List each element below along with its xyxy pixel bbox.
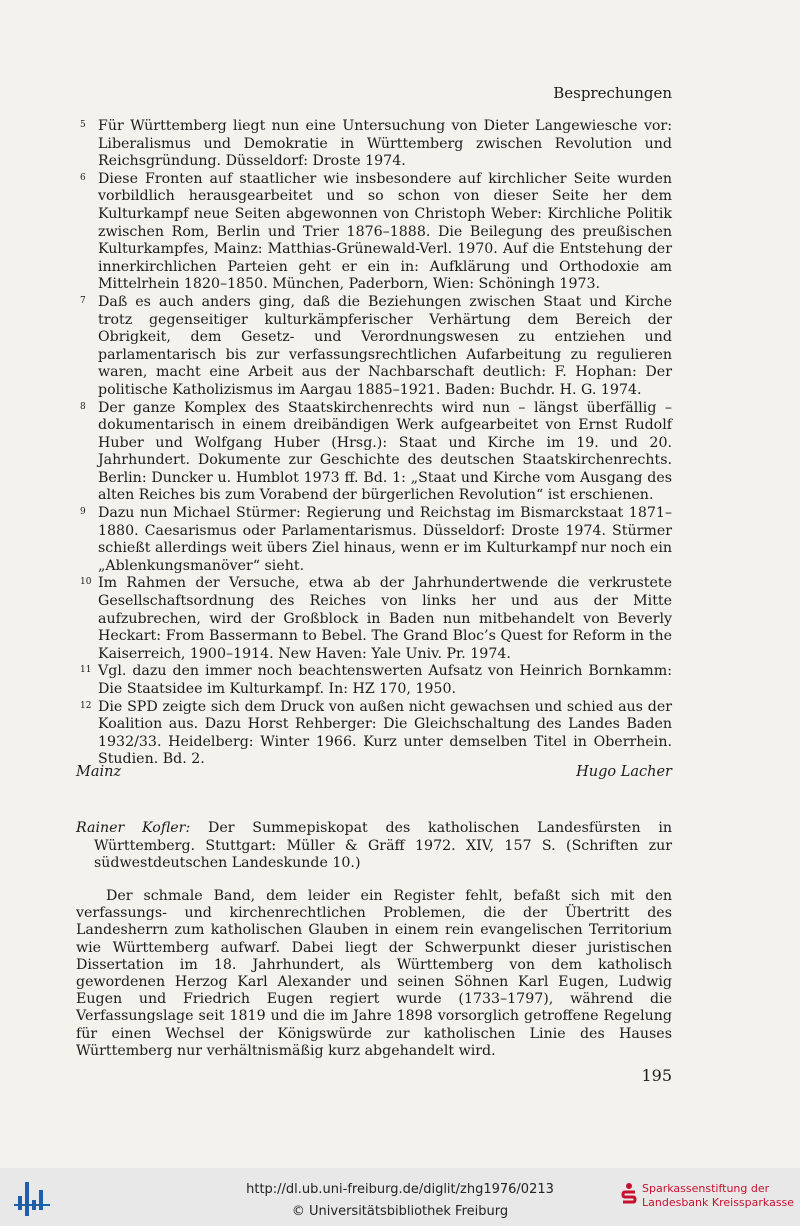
review-body: Der schmale Band, dem leider ein Register fehlt, befaßt sich mit den verfassungs- und kirchenrechtlichen Problemen, die der Übertritt des Landesherrn zum katholischen Glauben in einem rein evangelischen Territorium wie Württemberg aufwarf. Dabei liegt der Schwerpunkt dieser juristischen Dissertation im 18. Jahrhundert, als Württemberg von dem katholisch gewordenen Herzog Karl Alexander und seinen Söhnen Karl Eugen, Ludwig Eugen und Friedrich Eugen regiert wurde (1733–1797), während die Verfassungslage seit 1819 und die im Jahre 1898 vorsorglich getroffene Regelung für einen Wechsel der Königswürde zur katholischen Linie des Hauses Württemberg nur verhältnismäßig kurz abgehandelt wird.	[76, 888, 672, 1059]
footnote-text: Daß es auch anders ging, daß die Beziehungen zwischen Staat und Kirche trotz gegenseitiger kulturkämpferischer Verhärtung dem Bereich der Obrigkeit, dem Gesetz- und Verordnungswesen zu entziehen und parlamentarisch bis zur verfassungsrechtlichen Aufarbeitung zu regulieren waren, macht eine Arbeit aus der Nachbarschaft deutlich: F. Hophan: Der politische Katholizismus im Aargau 1885–1921. Baden: Buchdr. H. G. 1974.	[98, 293, 672, 398]
footnote-number: 11	[80, 665, 92, 676]
footnote	[76, 118, 672, 171]
sponsor-logo	[620, 1182, 794, 1212]
footnote-text: Der ganze Komplex des Staatskirchenrechts wird nun – längst überfällig – dokumentarisch in einem dreibändigen Werk aufgearbeitet von Ernst Rudolf Huber und Wolfgang Huber (Hrsg.): Staat und Kirche im 19. und 20. Jahrhundert. Dokumente zur Geschichte des deutschen Staatskirchenrechts. Berlin: Duncker u. Humblot 1973 ff. Bd. 1: „Staat und Kirche vom Ausgang des alten Reiches bis zum Vorabend der bürgerlichen Revolution“ ist erschienen.	[98, 399, 672, 504]
footnote	[76, 400, 672, 506]
footnote	[76, 505, 672, 575]
footer-copyright: © Universitätsbibliothek Freiburg	[291, 1204, 509, 1219]
review-citation-text: Der Summepiskopat des katholischen Landesfürsten in Württemberg. Stuttgart: Müller & Gräff 1972. XIV, 157 S. (Schriften zur südwestdeutschen Landeskunde 10.)	[94, 820, 672, 872]
footer-url-link[interactable]: http://dl.ub.uni-freiburg.de/diglit/zhg1976/0213	[246, 1182, 554, 1197]
footnote-text: Vgl. dazu den immer noch beachtenswerten Aufsatz von Heinrich Bornkamm: Die Staatsidee im Kulturkampf. In: HZ 170, 1950.	[98, 663, 672, 697]
footnote	[76, 171, 672, 294]
running-head: Besprechungen	[553, 84, 672, 102]
footnote	[76, 294, 672, 400]
footnote-number: 6	[80, 172, 86, 183]
page-number: 195	[641, 1066, 672, 1085]
footnote-number: 9	[80, 507, 86, 518]
footnote-text: Diese Fronten auf staatlicher wie insbesondere auf kirchlicher Seite wurden vorbildlich herausgearbeitet und so schon von dieser Seite her dem Kulturkampf neue Seiten abgewonnen von Christoph Weber: Kirchliche Politik zwischen Rom, Berlin und Trier 1876–1888. Die Beilegung des preußischen Kulturkampfes, Mainz: Matthias-Grünewald-Verl. 1970. Auf die Entstehung der innerkirchlichen Parteien geht er ein in: Aufklärung und Orthodoxie am Mittelrhein 1820–1850. München, Paderborn, Wien: Schöningh 1973.	[98, 170, 672, 293]
footnote-text: Im Rahmen der Versuche, etwa ab der Jahrhundertwende die verkrustete Gesellschaftsordnung des Reiches von links her und aus der Mitte aufzubrechen, wird der Großblock in Baden nun mitbehandelt von Beverly Heckart: From Bassermann to Bebel. The Grand Bloc’s Quest for Reform in the Kaiserreich, 1900–1914. New Haven: Yale Univ. Pr. 1974.	[98, 575, 672, 662]
footnote-text: Die SPD zeigte sich dem Druck von außen nicht gewachsen und schied aus der Koalition aus. Dazu Horst Rehberger: Die Gleichschaltung des Landes Baden 1932/33. Heidelberg: Winter 1966. Kurz unter demselben Titel in Oberrhein. Studien. Bd. 2.	[98, 698, 672, 768]
footnote-text: Für Württemberg liegt nun eine Untersuchung von Dieter Langewiesche vor: Liberalismus und Demokratie in Württemberg zwischen Revolution und Reichsgründung. Düsseldorf: Droste 1974.	[98, 118, 672, 170]
footnote-text: Dazu nun Michael Stürmer: Regierung und Reichstag im Bismarckstaat 1871–1880. Caesarismus oder Parlamentarismus. Düsseldorf: Droste 1974. Stürmer schießt allerdings weit übers Ziel hinaus, wenn er im Kulturkampf nur noch ein „Ablenkungsmanöver“ sieht.	[98, 505, 672, 574]
review-author: Rainer Kofler:	[76, 820, 191, 836]
footnote	[76, 699, 672, 769]
footnote	[76, 663, 672, 698]
footer-bar	[0, 1168, 800, 1226]
footnote-number: 7	[80, 295, 86, 306]
sponsor-line-2: Landesbank Kreissparkasse	[642, 1196, 795, 1209]
review-signature	[76, 764, 672, 780]
footnote	[76, 575, 672, 663]
footnote-number: 12	[80, 700, 92, 711]
sponsor-line-1: Sparkassenstiftung der	[642, 1182, 770, 1195]
signature-place: Mainz	[76, 764, 122, 780]
footnote-number: 10	[80, 577, 92, 588]
footnote-number: 8	[80, 401, 86, 412]
footnote-number: 5	[80, 120, 86, 130]
footnotes	[76, 118, 672, 769]
sparkasse-s-icon	[620, 1182, 638, 1212]
signature-author: Hugo Lacher	[576, 764, 672, 780]
review-citation	[76, 820, 672, 873]
